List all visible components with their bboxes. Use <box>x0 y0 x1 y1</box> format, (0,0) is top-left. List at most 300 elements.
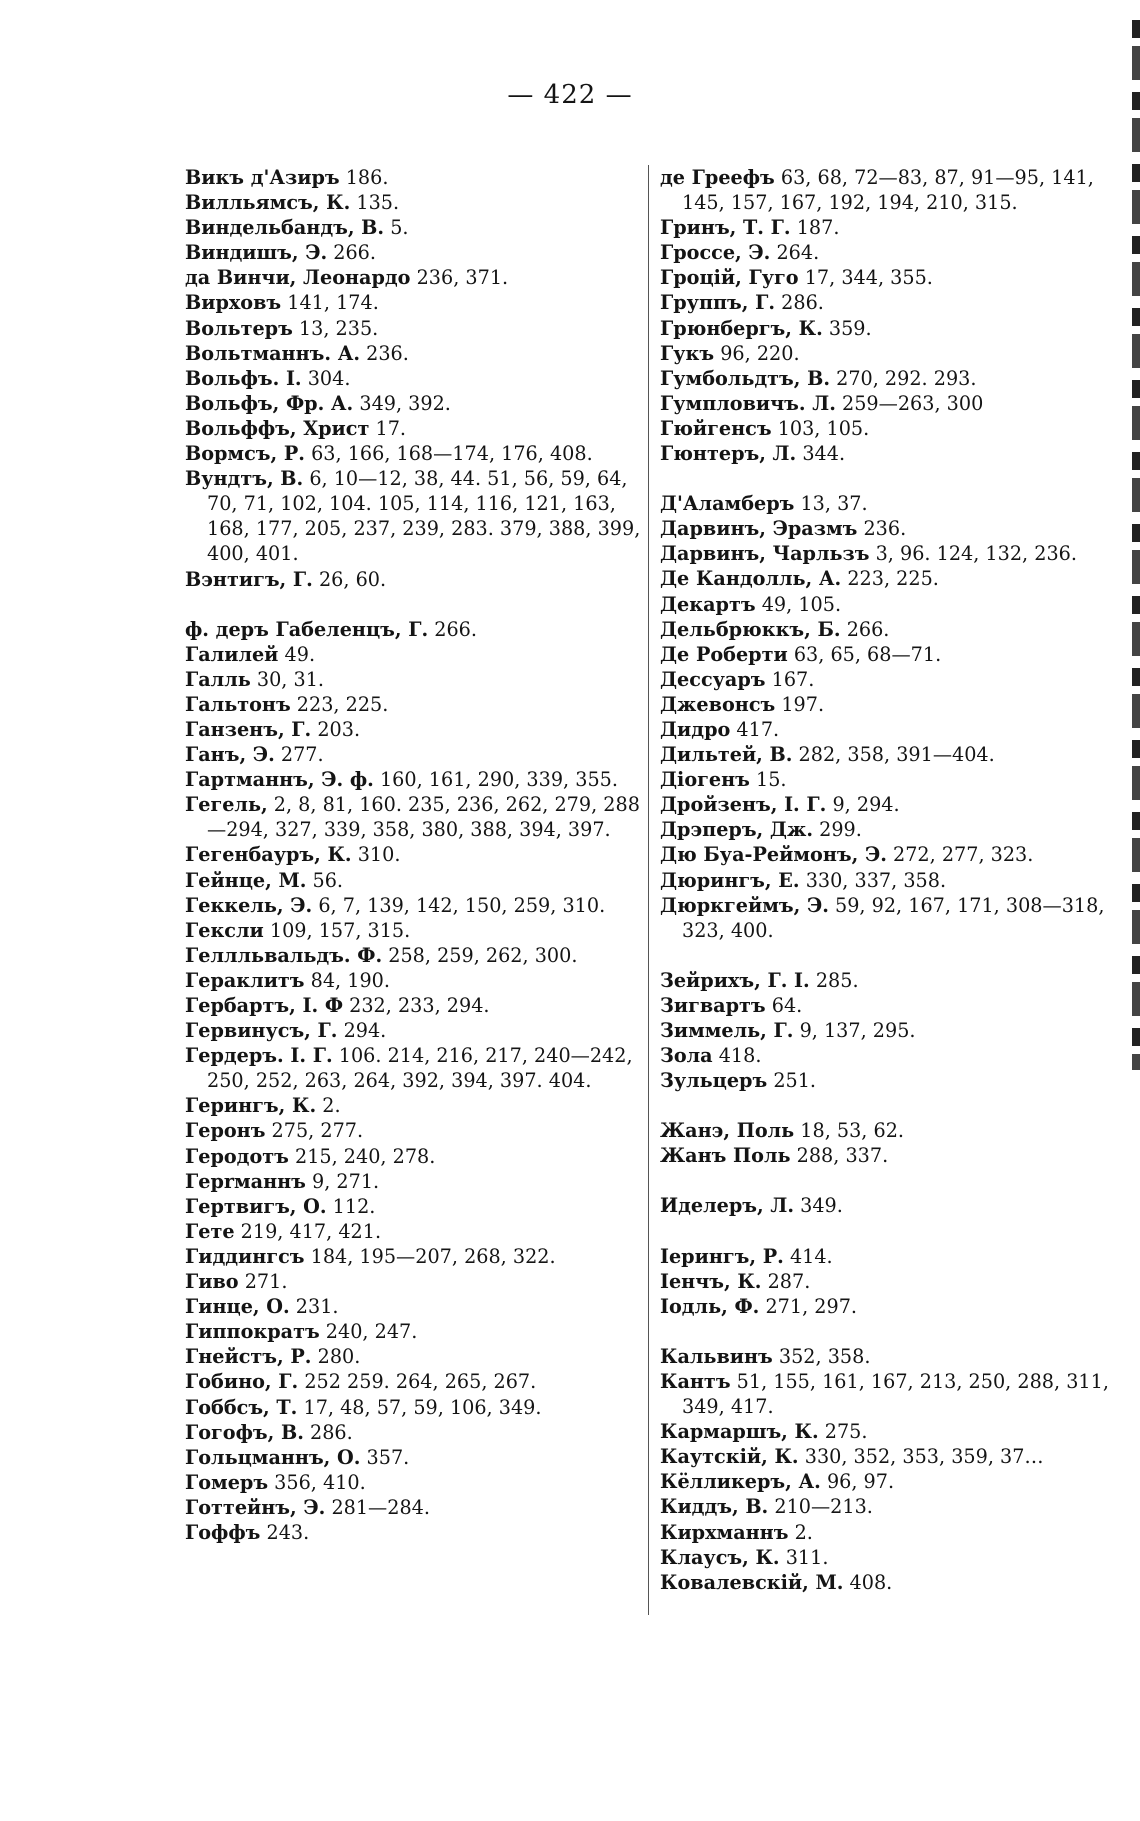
section-gap <box>660 1093 1125 1118</box>
entry-name: Гоббсъ, Т. <box>185 1395 298 1419</box>
index-entry <box>660 993 1125 1018</box>
entry-name: Гольцманнъ, О. <box>185 1445 361 1469</box>
entry-page-refs: 243. <box>266 1520 310 1544</box>
index-entry <box>660 717 1125 742</box>
entry-page-refs: 330, 337, 358. <box>805 868 947 892</box>
entry-name: Вольфъ. I. <box>185 366 302 390</box>
index-entry <box>660 1344 1125 1369</box>
entry-name: Гроссе, Э. <box>660 241 771 265</box>
index-entry <box>660 240 1125 265</box>
entry-name: Дюркгеймъ, Э. <box>660 893 829 917</box>
index-entry <box>660 1068 1125 1093</box>
index-entry <box>185 767 645 792</box>
entry-name: Гертвигъ, О. <box>185 1194 327 1218</box>
index-entry <box>185 567 645 592</box>
entry-name: Виндишъ, Э. <box>185 241 328 265</box>
entry-name: Iерингъ, Р. <box>660 1244 784 1268</box>
entry-page-refs: 63, 166, 168—174, 176, 408. <box>311 442 593 466</box>
entry-page-refs: 63, 65, 68—71. <box>793 642 942 666</box>
index-entry <box>185 190 645 215</box>
index-entry <box>660 341 1125 366</box>
entry-page-refs: 266. <box>434 617 477 641</box>
index-entry <box>185 667 645 692</box>
index-entry <box>185 692 645 717</box>
entry-name: Зейрихъ, Г. I. <box>660 968 810 992</box>
entry-name: Вольфъ, Фр. А. <box>185 391 354 415</box>
entry-name: Кантъ <box>660 1369 731 1393</box>
index-entry <box>660 592 1125 617</box>
entry-page-refs: 84, 190. <box>310 968 390 992</box>
entry-name: Дюрингъ, Е. <box>660 868 800 892</box>
index-entry <box>660 1444 1125 1469</box>
entry-page-refs: 203. <box>317 717 361 741</box>
index-entry <box>185 366 645 391</box>
entry-name: Викъ д'Азиръ <box>185 166 340 189</box>
entry-page-refs: 287. <box>767 1269 811 1293</box>
entry-name: да Винчи, Леонардо <box>185 266 411 290</box>
entry-name: Декартъ <box>660 592 756 616</box>
entry-page-refs: 349, 392. <box>359 391 451 415</box>
entry-name: Гукъ <box>660 341 715 365</box>
entry-name: Гомеръ <box>185 1470 269 1494</box>
index-entry <box>185 1445 645 1470</box>
entry-page-refs: 106. 214, 216, 217, 240—242, 250, 252, 263, 264, 392, 394, 397. 404. <box>207 1044 633 1093</box>
entry-page-refs: 408. <box>849 1570 893 1594</box>
entry-page-refs: 17, 48, 57, 59, 106, 349. <box>303 1395 542 1419</box>
entry-name: Дройзенъ, I. Г. <box>660 793 827 817</box>
index-entry <box>660 642 1125 667</box>
index-entry <box>660 441 1125 466</box>
entry-name: Гринъ, Т. Г. <box>660 216 791 240</box>
entry-page-refs: 271, 297. <box>765 1294 858 1318</box>
index-entry <box>660 1244 1125 1269</box>
entry-page-refs: 6, 7, 139, 142, 150, 259, 310. <box>318 893 606 917</box>
entry-name: Джевонсъ <box>660 692 776 716</box>
index-entry <box>185 165 645 190</box>
entry-page-refs: 344. <box>802 442 846 466</box>
index-entry <box>660 165 1125 215</box>
entry-name: Ковалевскій, М. <box>660 1570 844 1594</box>
entry-page-refs: 56. <box>312 868 344 892</box>
column-divider <box>648 165 649 1615</box>
entry-name: Гоффъ <box>185 1520 261 1544</box>
entry-page-refs: 2, 8, 81, 160. 235, 236, 262, 279, 288—294, 327, 339, 358, 380, 388, 394, 397. <box>207 793 640 842</box>
entry-page-refs: 49. <box>284 642 316 666</box>
entry-page-refs: 210—213. <box>774 1495 873 1519</box>
entry-page-refs: 275, 277. <box>271 1119 364 1143</box>
entry-name: Дрэперъ, Дж. <box>660 818 814 842</box>
entry-page-refs: 232, 233, 294. <box>349 994 490 1017</box>
index-entry <box>185 1018 645 1043</box>
entry-page-refs: 96, 97. <box>826 1470 895 1494</box>
entry-name: Гегель, <box>185 793 268 817</box>
index-entry <box>185 943 645 968</box>
entry-page-refs: 49, 105. <box>761 592 842 616</box>
entry-name: Зола <box>660 1044 713 1068</box>
entry-name: Гераклитъ <box>185 968 305 992</box>
entry-name: Дарвинъ, Чарльзъ <box>660 542 870 566</box>
entry-page-refs: 271. <box>244 1270 288 1294</box>
index-entry <box>185 742 645 767</box>
index-entry <box>185 1269 645 1294</box>
index-entry <box>185 1369 645 1394</box>
index-entry <box>660 1018 1125 1043</box>
entry-page-refs: 414. <box>789 1244 833 1268</box>
index-entry <box>185 1495 645 1520</box>
entry-name: Жанэ, Поль <box>660 1119 795 1143</box>
section-gap <box>660 943 1125 968</box>
entry-name: Дессуаръ <box>660 667 766 691</box>
index-column-left <box>185 165 645 1545</box>
index-entry <box>660 617 1125 642</box>
entry-name: Дю Буа-Реймонъ, Э. <box>660 843 887 867</box>
index-entry <box>185 391 645 416</box>
entry-page-refs: 2. <box>794 1520 813 1544</box>
index-entry <box>185 993 645 1018</box>
entry-page-refs: 277. <box>280 743 324 767</box>
index-entry <box>185 642 645 667</box>
entry-page-refs: 215, 240, 278. <box>294 1144 436 1168</box>
entry-page-refs: 258, 259, 262, 300. <box>388 943 578 967</box>
index-entry <box>185 1118 645 1143</box>
entry-name: Галль <box>185 667 251 691</box>
entry-name: Виндельбандъ, В. <box>185 216 385 240</box>
index-entry <box>660 1570 1125 1595</box>
entry-page-refs: 349. <box>800 1194 843 1218</box>
entry-page-refs: 231. <box>295 1295 339 1319</box>
entry-page-refs: 5. <box>390 216 409 240</box>
entry-page-refs: 26, 60. <box>318 567 387 591</box>
entry-page-refs: 30, 31. <box>256 667 325 691</box>
entry-name: Вундтъ, В. <box>185 467 304 491</box>
entry-page-refs: 9, 271. <box>312 1169 380 1193</box>
entry-page-refs: 9, 294. <box>832 793 900 817</box>
entry-page-refs: 197. <box>781 692 825 716</box>
entry-page-refs: 3, 96. 124, 132, 236. <box>875 542 1077 566</box>
entry-name: Вормсъ, Р. <box>185 442 305 466</box>
index-entry <box>185 1093 645 1118</box>
index-entry <box>185 1344 645 1369</box>
index-column-right <box>660 165 1125 1595</box>
entry-name: Гейнце, М. <box>185 868 307 892</box>
entry-name: Зульцеръ <box>660 1069 768 1093</box>
entry-name: Дельбрюккъ, Б. <box>660 617 841 641</box>
entry-page-refs: 63, 68, 72—83, 87, 91—95, 141, 145, 157, 167, 192, 194, 210, 315. <box>682 166 1094 215</box>
index-entry <box>185 1319 645 1344</box>
entry-page-refs: 13, 37. <box>800 492 868 516</box>
entry-page-refs: 252 259. 264, 265, 267. <box>304 1370 537 1394</box>
index-entry <box>185 1169 645 1194</box>
entry-page-refs: 135. <box>356 191 400 215</box>
entry-name: Iодль, Ф. <box>660 1294 760 1318</box>
index-entry <box>660 265 1125 290</box>
index-entry <box>185 341 645 366</box>
index-entry <box>185 466 645 566</box>
entry-page-refs: 281—284. <box>331 1495 430 1519</box>
index-entry <box>185 215 645 240</box>
entry-page-refs: 311. <box>785 1545 829 1569</box>
entry-page-refs: 264. <box>776 241 820 265</box>
entry-page-refs: 266. <box>846 617 890 641</box>
entry-page-refs: 236, 371. <box>416 266 509 290</box>
index-entry <box>185 792 645 842</box>
entry-name: Гогофъ, В. <box>185 1420 304 1444</box>
entry-page-refs: 64. <box>771 993 803 1017</box>
index-entry <box>660 1494 1125 1519</box>
entry-page-refs: 272, 277, 323. <box>893 843 1034 867</box>
entry-name: Гумпловичъ. Л. <box>660 391 836 415</box>
entry-name: Готтейнъ, Э. <box>185 1495 326 1519</box>
entry-name: Гиво <box>185 1270 239 1294</box>
index-entry <box>660 1118 1125 1143</box>
index-entry <box>185 416 645 441</box>
entry-page-refs: 286. <box>781 291 824 315</box>
entry-name: Iенчъ, К. <box>660 1269 762 1293</box>
entry-page-refs: 270, 292. 293. <box>836 366 977 390</box>
entry-name: Клаусъ, К. <box>660 1545 780 1569</box>
index-entry <box>185 1470 645 1495</box>
section-gap <box>660 466 1125 491</box>
index-entry <box>185 1144 645 1169</box>
index-entry <box>185 441 645 466</box>
index-entry <box>185 316 645 341</box>
index-entry <box>660 566 1125 591</box>
entry-page-refs: 418. <box>718 1044 762 1068</box>
entry-name: Гнейстъ, Р. <box>185 1345 312 1369</box>
entry-name: Ганъ, Э. <box>185 743 275 767</box>
entry-name: Гюйгенсъ <box>660 416 772 440</box>
entry-name: Вэнтигъ, Г. <box>185 567 313 591</box>
entry-page-refs: 259—263, 300 <box>842 391 984 415</box>
entry-page-refs: 357. <box>366 1445 410 1469</box>
index-entry <box>660 667 1125 692</box>
page-number: — 422 — <box>507 80 633 110</box>
entry-name: Гете <box>185 1219 235 1243</box>
index-entry <box>660 968 1125 993</box>
entry-name: Геккель, Э. <box>185 893 313 917</box>
entry-name: Гиддингсъ <box>185 1244 305 1268</box>
index-entry <box>660 491 1125 516</box>
entry-name: Гербартъ, I. Ф <box>185 994 344 1017</box>
entry-page-refs: 112. <box>332 1194 376 1218</box>
section-gap <box>660 1168 1125 1193</box>
index-entry <box>660 391 1125 416</box>
index-entry <box>660 1193 1125 1218</box>
entry-name: Кармаршъ, К. <box>660 1420 819 1444</box>
entry-page-refs: 251. <box>773 1069 817 1093</box>
index-entry <box>660 742 1125 767</box>
entry-page-refs: 285. <box>815 968 859 992</box>
entry-name: Гегенбауръ, К. <box>185 843 352 867</box>
index-entry <box>185 1194 645 1219</box>
entry-name: Вольтманнъ. А. <box>185 341 361 365</box>
entry-name: Гальтонъ <box>185 692 291 716</box>
entry-page-refs: 304. <box>307 366 351 390</box>
entry-page-refs: 15. <box>756 768 787 792</box>
entry-name: Гексли <box>185 918 264 942</box>
entry-page-refs: 236. <box>366 341 409 365</box>
entry-name: Гроцій, Гуго <box>660 266 799 290</box>
entry-name: Кальвинъ <box>660 1344 773 1368</box>
entry-page-refs: 310. <box>357 843 401 867</box>
index-entry <box>185 1520 645 1545</box>
section-gap <box>185 592 645 617</box>
entry-name: Дидро <box>660 717 731 741</box>
entry-name: Киддъ, В. <box>660 1495 769 1519</box>
index-entry <box>185 918 645 943</box>
entry-page-refs: 96, 220. <box>720 341 800 365</box>
index-entry <box>660 1043 1125 1068</box>
entry-page-refs: 51, 155, 161, 167, 213, 250, 288, 311, 349, 417. <box>682 1369 1109 1419</box>
entry-name: Гервинусъ, Г. <box>185 1019 338 1043</box>
entry-page-refs: 18, 53, 62. <box>800 1119 905 1143</box>
entry-name: де Греефъ <box>660 166 775 189</box>
index-entry <box>660 767 1125 792</box>
entry-name: Вирховъ <box>185 291 282 315</box>
index-entry <box>185 1420 645 1445</box>
index-entry <box>660 1269 1125 1294</box>
entry-page-refs: 13, 235. <box>298 316 379 340</box>
entry-page-refs: 352, 358. <box>778 1344 871 1368</box>
index-entry <box>660 1369 1125 1419</box>
entry-name: Де Кандолль, А. <box>660 567 842 591</box>
entry-name: Геронъ <box>185 1119 266 1143</box>
index-entry <box>660 1294 1125 1319</box>
entry-name: Геродотъ <box>185 1144 289 1168</box>
entry-page-refs: 9, 137, 295. <box>799 1019 916 1042</box>
index-entry <box>185 842 645 867</box>
entry-page-refs: 223, 225. <box>847 567 939 591</box>
entry-name: Вилльямсъ, К. <box>185 191 351 215</box>
scan-edge-mark <box>1132 20 1140 1070</box>
entry-name: Д'Аламберъ <box>660 492 795 516</box>
entry-page-refs: 299. <box>819 818 862 842</box>
entry-page-refs: 286. <box>310 1420 353 1444</box>
index-entry <box>660 416 1125 441</box>
index-entry <box>660 290 1125 315</box>
index-entry <box>185 868 645 893</box>
entry-page-refs: 223, 225. <box>296 692 389 716</box>
entry-name: Герrманнъ <box>185 1169 306 1193</box>
entry-name: Ганзенъ, Г. <box>185 717 312 741</box>
entry-page-refs: 17. <box>375 416 406 440</box>
entry-page-refs: 109, 157, 315. <box>269 918 411 942</box>
index-entry <box>660 1520 1125 1545</box>
index-entry <box>660 893 1125 943</box>
index-entry <box>185 1219 645 1244</box>
entry-page-refs: 219, 417, 421. <box>240 1219 382 1243</box>
index-entry <box>185 968 645 993</box>
index-entry <box>185 265 645 290</box>
entry-page-refs: 417. <box>736 717 780 741</box>
entry-name: Дильтей, В. <box>660 743 793 767</box>
entry-page-refs: 359. <box>828 316 872 340</box>
index-entry <box>660 215 1125 240</box>
entry-name: Галилей <box>185 642 279 666</box>
section-gap <box>660 1319 1125 1344</box>
entry-page-refs: 17, 344, 355. <box>804 266 933 290</box>
entry-name: Гобино, Г. <box>185 1370 299 1394</box>
index-entry <box>660 817 1125 842</box>
index-entry <box>185 1043 645 1093</box>
entry-name: Зигвартъ <box>660 993 766 1017</box>
index-entry <box>660 1545 1125 1570</box>
entry-page-refs: 59, 92, 167, 171, 308—318, 323, 400. <box>682 893 1105 942</box>
entry-page-refs: 184, 195—207, 268, 322. <box>310 1244 556 1268</box>
entry-name: Герингъ, К. <box>185 1094 317 1118</box>
entry-page-refs: 6, 10—12, 38, 44. 51, 56, 59, 64, 70, 71, 102, 104. 105, 114, 116, 121, 163, 168, 177, 205, 237, 239, 283. 379, 388, 399, 400, 401. <box>207 467 641 566</box>
entry-page-refs: 103, 105. <box>777 416 870 440</box>
entry-name: Жанъ Поль <box>660 1144 791 1168</box>
index-entry <box>660 1143 1125 1168</box>
index-entry <box>660 842 1125 867</box>
entry-name: Иделеръ, Л. <box>660 1194 795 1218</box>
entry-name: Гердеръ. I. Г. <box>185 1044 333 1068</box>
entry-page-refs: 236. <box>863 517 907 541</box>
index-entry <box>185 717 645 742</box>
entry-name: Группъ, Г. <box>660 291 776 315</box>
entry-page-refs: 2. <box>322 1094 341 1118</box>
entry-page-refs: 330, 352, 353, 359, 37… <box>804 1445 1044 1469</box>
entry-page-refs: 167. <box>771 667 815 691</box>
entry-name: Гартманнъ, Э. ф. <box>185 768 374 792</box>
entry-name: ф. деръ Габеленцъ, Г. <box>185 617 429 641</box>
entry-page-refs: 288, 337. <box>796 1144 889 1168</box>
entry-name: Вольтеръ <box>185 316 293 340</box>
index-entry <box>660 316 1125 341</box>
entry-name: Каутскій, К. <box>660 1445 799 1469</box>
index-entry <box>185 240 645 265</box>
entry-name: Зиммель, Г. <box>660 1019 794 1042</box>
index-entry <box>185 1395 645 1420</box>
index-entry <box>185 617 645 642</box>
entry-page-refs: 186. <box>345 166 389 189</box>
entry-name: Кирхманнъ <box>660 1520 789 1544</box>
index-entry <box>660 1419 1125 1444</box>
entry-page-refs: 160, 161, 290, 339, 355. <box>379 768 618 792</box>
entry-page-refs: 275. <box>824 1420 868 1444</box>
entry-name: Гумбольдтъ, В. <box>660 366 830 390</box>
index-entry <box>660 692 1125 717</box>
index-entry <box>185 1294 645 1319</box>
index-entry <box>660 366 1125 391</box>
index-entry <box>660 516 1125 541</box>
entry-page-refs: 356, 410. <box>274 1470 366 1494</box>
entry-name: Гюнтеръ, Л. <box>660 442 797 466</box>
entry-page-refs: 294. <box>343 1019 387 1043</box>
entry-name: Дарвинъ, Эразмъ <box>660 517 858 541</box>
index-entry <box>660 541 1125 566</box>
index-entry <box>185 290 645 315</box>
index-entry <box>185 893 645 918</box>
section-gap <box>660 1219 1125 1244</box>
entry-name: Де Роберти <box>660 642 788 666</box>
entry-page-refs: 280. <box>317 1345 361 1369</box>
entry-name: Діогенъ <box>660 768 750 792</box>
index-entry <box>660 1469 1125 1494</box>
entry-name: Грюнбергъ, К. <box>660 316 823 340</box>
entry-page-refs: 141, 174. <box>287 291 379 315</box>
entry-name: Гинце, О. <box>185 1295 290 1319</box>
index-entry <box>185 1244 645 1269</box>
index-entry <box>660 792 1125 817</box>
entry-page-refs: 282, 358, 391—404. <box>798 743 995 767</box>
entry-page-refs: 266. <box>333 241 376 265</box>
entry-name: Вольффъ, Христ <box>185 416 370 440</box>
index-entry <box>660 868 1125 893</box>
entry-name: Гиппократъ <box>185 1320 320 1344</box>
entry-name: Кёлликеръ, А. <box>660 1470 821 1494</box>
